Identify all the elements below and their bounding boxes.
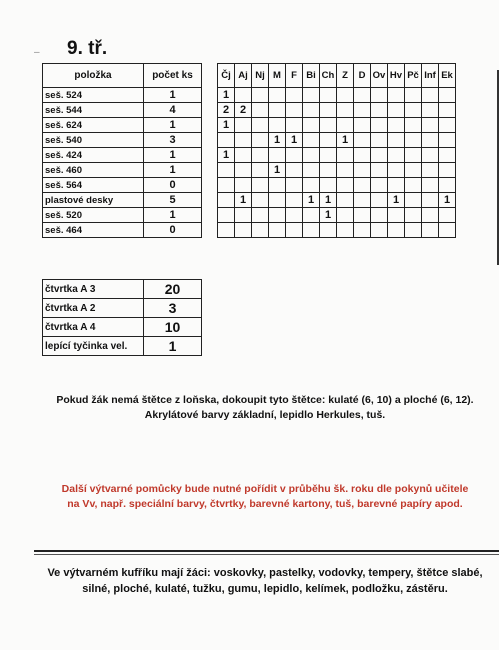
subject-cell: 1	[388, 193, 405, 208]
item-name: seš. 424	[43, 148, 144, 163]
subject-cell	[320, 103, 337, 118]
subject-header: F	[286, 64, 303, 88]
subject-cell	[235, 223, 252, 238]
item-count: 1	[144, 118, 202, 133]
subject-cell	[218, 193, 235, 208]
table-row	[43, 280, 202, 299]
subject-cell	[422, 163, 439, 178]
paper-count: 3	[144, 299, 202, 318]
subject-cell	[337, 178, 354, 193]
subject-cell	[354, 178, 371, 193]
subject-cell	[354, 208, 371, 223]
subject-cell	[388, 88, 405, 103]
subject-cell	[303, 133, 320, 148]
subject-cell	[422, 88, 439, 103]
subject-cell	[269, 178, 286, 193]
subject-cell: 1	[320, 193, 337, 208]
subject-cell	[320, 223, 337, 238]
subjects-table	[217, 63, 456, 238]
subject-cell	[337, 88, 354, 103]
subject-cell	[354, 148, 371, 163]
subject-cell	[235, 148, 252, 163]
item-name: seš. 460	[43, 163, 144, 178]
table-row	[218, 178, 456, 193]
subject-cell: 1	[218, 118, 235, 133]
items-table	[42, 63, 202, 238]
subject-cell	[422, 208, 439, 223]
subject-cell	[439, 178, 456, 193]
margin-dash: –	[34, 47, 40, 58]
subject-cell	[252, 118, 269, 133]
item-count: 0	[144, 223, 202, 238]
subject-cell	[235, 178, 252, 193]
subject-cell	[337, 148, 354, 163]
subject-cell	[252, 223, 269, 238]
subject-cell	[439, 118, 456, 133]
paper-name: lepící tyčinka vel.	[43, 337, 144, 356]
subject-cell	[320, 148, 337, 163]
subject-cell	[286, 208, 303, 223]
table-row	[218, 133, 456, 148]
subject-cell	[371, 148, 388, 163]
subject-cell	[286, 148, 303, 163]
subject-cell	[388, 223, 405, 238]
subject-cell: 1	[218, 88, 235, 103]
subject-cell	[286, 88, 303, 103]
subject-cell	[422, 133, 439, 148]
subject-cell	[405, 223, 422, 238]
divider-thin	[34, 554, 499, 555]
item-name: seš. 520	[43, 208, 144, 223]
subject-cell	[371, 88, 388, 103]
subject-cell	[405, 163, 422, 178]
subject-cell	[218, 133, 235, 148]
subject-header: Ek	[439, 64, 456, 88]
subject-cell: 1	[320, 208, 337, 223]
item-count: 3	[144, 133, 202, 148]
subject-cell	[405, 118, 422, 133]
table-row	[43, 318, 202, 337]
subject-cell	[371, 193, 388, 208]
paper-name: čtvrtka A 3	[43, 280, 144, 299]
subject-cell	[422, 223, 439, 238]
table-row	[43, 299, 202, 318]
subject-cell	[405, 148, 422, 163]
subject-cell	[354, 133, 371, 148]
subject-cell	[235, 88, 252, 103]
subject-cell	[303, 208, 320, 223]
table-row	[218, 88, 456, 103]
subject-cell	[337, 193, 354, 208]
table-row	[218, 193, 456, 208]
table-row	[43, 118, 202, 133]
subject-cell	[218, 178, 235, 193]
subject-cell	[371, 118, 388, 133]
subject-cell	[303, 148, 320, 163]
divider-thick	[34, 550, 499, 552]
paper-name: čtvrtka A 4	[43, 318, 144, 337]
subject-cell	[269, 118, 286, 133]
subject-cell	[286, 178, 303, 193]
subject-cell	[354, 223, 371, 238]
subject-cell	[405, 178, 422, 193]
subject-cell	[354, 163, 371, 178]
subject-cell	[269, 193, 286, 208]
subject-header: Aj	[235, 64, 252, 88]
subject-cell	[354, 88, 371, 103]
item-name: seš. 564	[43, 178, 144, 193]
table-row	[218, 148, 456, 163]
subject-cell	[252, 148, 269, 163]
subject-cell	[388, 178, 405, 193]
subject-cell	[439, 88, 456, 103]
subject-cell	[235, 133, 252, 148]
paper-name: čtvrtka A 2	[43, 299, 144, 318]
subject-cell	[286, 103, 303, 118]
table-row	[218, 118, 456, 133]
table-row	[218, 163, 456, 178]
subject-cell	[439, 208, 456, 223]
subject-cell	[320, 178, 337, 193]
subject-cell	[439, 223, 456, 238]
subject-cell	[303, 163, 320, 178]
item-name: seš. 464	[43, 223, 144, 238]
subject-cell	[286, 163, 303, 178]
subject-cell	[388, 118, 405, 133]
subject-cell	[303, 103, 320, 118]
item-count: 5	[144, 193, 202, 208]
subject-cell	[371, 178, 388, 193]
subject-cell	[252, 163, 269, 178]
subject-cell	[303, 178, 320, 193]
subject-cell	[252, 103, 269, 118]
subject-cell	[405, 133, 422, 148]
subject-header: Čj	[218, 64, 235, 88]
subject-cell	[337, 103, 354, 118]
subject-cell: 1	[286, 133, 303, 148]
supplies-note-line2: na Vv, např. speciální barvy, čtvrtky, barevné kartony, tuš, barevné papíry apod.	[67, 498, 463, 510]
subject-cell	[303, 223, 320, 238]
item-count: 1	[144, 88, 202, 103]
subject-cell	[388, 133, 405, 148]
subject-cell: 1	[439, 193, 456, 208]
subject-cell: 2	[218, 103, 235, 118]
subject-header: M	[269, 64, 286, 88]
subject-cell	[388, 163, 405, 178]
table-row	[43, 163, 202, 178]
subject-cell	[269, 148, 286, 163]
subject-cell: 2	[235, 103, 252, 118]
items-header-name: položka	[43, 64, 144, 88]
subject-cell	[371, 223, 388, 238]
subject-cell	[320, 88, 337, 103]
subject-cell	[439, 148, 456, 163]
table-row	[218, 208, 456, 223]
art-case-note	[30, 565, 499, 597]
subject-cell	[320, 163, 337, 178]
item-count: 1	[144, 208, 202, 223]
subject-header: D	[354, 64, 371, 88]
art-case-note-line1: Ve výtvarném kufříku mají žáci: voskovky, pastelky, vodovky, tempery, štětce slabé,	[47, 567, 483, 579]
table-row	[218, 223, 456, 238]
subject-cell	[337, 118, 354, 133]
subject-cell	[235, 208, 252, 223]
table-row	[43, 223, 202, 238]
table-row	[43, 103, 202, 118]
subject-cell	[354, 103, 371, 118]
subject-cell	[439, 133, 456, 148]
subjects-header-row	[218, 64, 456, 88]
subject-cell: 1	[269, 163, 286, 178]
subject-cell	[405, 88, 422, 103]
item-name: seš. 524	[43, 88, 144, 103]
subject-cell	[354, 118, 371, 133]
subject-cell	[439, 103, 456, 118]
subject-cell	[286, 193, 303, 208]
subject-header: Z	[337, 64, 354, 88]
page-title: 9. tř.	[67, 38, 108, 59]
subject-cell	[354, 193, 371, 208]
table-row	[43, 133, 202, 148]
paper-count: 10	[144, 318, 202, 337]
subject-cell	[422, 118, 439, 133]
table-row	[43, 88, 202, 103]
subject-cell	[371, 103, 388, 118]
subject-cell	[252, 208, 269, 223]
paper-count: 1	[144, 337, 202, 356]
subject-cell	[337, 208, 354, 223]
subject-cell	[337, 223, 354, 238]
subject-cell	[320, 118, 337, 133]
subject-cell: 1	[337, 133, 354, 148]
subject-cell	[269, 88, 286, 103]
subject-cell: 1	[303, 193, 320, 208]
subject-cell	[405, 193, 422, 208]
table-row	[43, 337, 202, 356]
subject-header: Inf	[422, 64, 439, 88]
subject-cell	[286, 118, 303, 133]
subject-cell	[320, 133, 337, 148]
subject-cell	[269, 103, 286, 118]
items-header-count: počet ks	[144, 64, 202, 88]
table-row	[43, 208, 202, 223]
subject-cell	[235, 118, 252, 133]
subject-header: Pč	[405, 64, 422, 88]
subject-header: Hv	[388, 64, 405, 88]
item-count: 0	[144, 178, 202, 193]
subject-cell	[422, 178, 439, 193]
subject-cell	[388, 103, 405, 118]
subject-cell	[252, 193, 269, 208]
subject-header: Bi	[303, 64, 320, 88]
brushes-note-line1: Pokud žák nemá štětce z loňska, dokoupit tyto štětce: kulaté (6, 10) a ploché (6, 12).	[56, 394, 474, 406]
subject-cell	[371, 208, 388, 223]
item-name: seš. 540	[43, 133, 144, 148]
subject-cell	[303, 118, 320, 133]
subject-cell	[269, 208, 286, 223]
supplies-note	[40, 482, 490, 512]
subject-cell	[218, 163, 235, 178]
item-count: 1	[144, 163, 202, 178]
subject-cell	[371, 163, 388, 178]
subject-cell	[252, 133, 269, 148]
subject-cell	[269, 223, 286, 238]
art-case-note-line2: silné, ploché, kulaté, tužku, gumu, lepidlo, kelímek, podložku, zástěru.	[82, 583, 448, 595]
subject-cell	[218, 208, 235, 223]
subject-cell	[303, 88, 320, 103]
subject-cell	[371, 133, 388, 148]
subject-cell	[218, 223, 235, 238]
table-row	[43, 178, 202, 193]
subject-cell	[388, 208, 405, 223]
subject-header: Ov	[371, 64, 388, 88]
item-name: plastové desky	[43, 193, 144, 208]
subject-cell	[235, 163, 252, 178]
supplies-note-line1: Další výtvarné pomůcky bude nutné pořídit v průběhu šk. roku dle pokynů učitele	[61, 483, 469, 495]
item-count: 1	[144, 148, 202, 163]
item-name: seš. 624	[43, 118, 144, 133]
subject-header: Nj	[252, 64, 269, 88]
subject-cell: 1	[235, 193, 252, 208]
paper-count: 20	[144, 280, 202, 299]
subject-cell: 1	[218, 148, 235, 163]
subject-cell	[388, 148, 405, 163]
subject-cell	[337, 163, 354, 178]
subject-cell	[439, 163, 456, 178]
table-row	[43, 193, 202, 208]
subject-cell: 1	[269, 133, 286, 148]
subject-cell	[422, 193, 439, 208]
subject-header: Ch	[320, 64, 337, 88]
brushes-note	[40, 393, 490, 423]
subject-cell	[405, 208, 422, 223]
table-row	[218, 103, 456, 118]
subject-cell	[286, 223, 303, 238]
subject-cell	[422, 148, 439, 163]
table-row	[43, 148, 202, 163]
item-count: 4	[144, 103, 202, 118]
subject-cell	[252, 88, 269, 103]
items-header-row	[43, 64, 202, 88]
paper-table	[42, 279, 202, 356]
subject-cell	[252, 178, 269, 193]
brushes-note-line2: Akrylátové barvy základní, lepidlo Herkules, tuš.	[144, 409, 386, 421]
item-name: seš. 544	[43, 103, 144, 118]
subject-cell	[405, 103, 422, 118]
subject-cell	[422, 103, 439, 118]
